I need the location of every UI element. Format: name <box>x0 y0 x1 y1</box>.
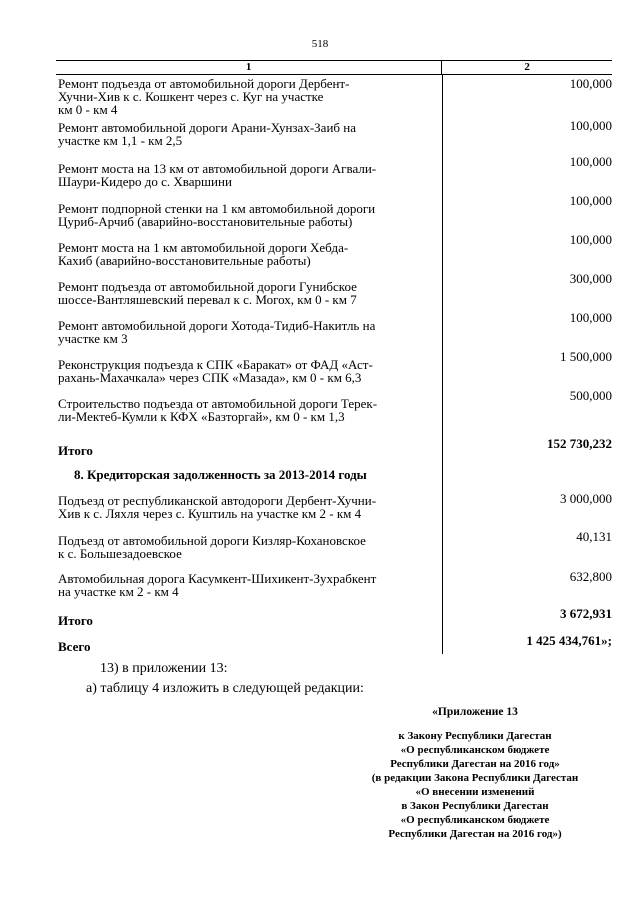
row-text-line: Подъезд от республиканской автодороги Дербент-Хучни- <box>58 493 377 508</box>
row-amount: 100,000 <box>569 154 612 169</box>
column-divider <box>442 75 443 654</box>
table-body <box>56 75 612 654</box>
row-amount: 100,000 <box>569 118 612 133</box>
row-description <box>58 280 442 306</box>
row-description <box>58 241 442 267</box>
total-amount: 152 730,232 <box>547 436 612 451</box>
annex-title: «Приложение 13 <box>432 706 518 718</box>
page-number: 518 <box>311 38 329 50</box>
annex-line: «О внесении изменений <box>415 786 535 798</box>
amendment-line-1: 13) в приложении 13: <box>100 661 228 676</box>
row-text-line: Реконструкция подъезда к СПК «Баракат» от ФАД «Аст- <box>58 357 373 372</box>
annex-line: Республики Дагестан на 2016 год») <box>388 828 562 840</box>
row-text-line: Хив к с. Ляхля через с. Куштиль на участке км 2 - км 4 <box>58 506 362 521</box>
annex-block <box>330 705 620 841</box>
annex-line: Республики Дагестан на 2016 год» <box>390 758 560 770</box>
row-text-line: участке км 1,1 - км 2,5 <box>58 133 183 148</box>
table-header <box>56 60 612 75</box>
row-text-line: Кахиб (аварийно-восстановительные работы) <box>58 253 311 268</box>
row-text-line: Ремонт моста на 13 км от автомобильной дороги Агвали- <box>58 161 377 176</box>
row-text-line: на участке км 2 - км 4 <box>58 584 179 599</box>
row-text-line: Ремонт подъезда от автомобильной дороги Дербент- <box>58 76 350 91</box>
row-amount: 3 000,000 <box>560 491 612 506</box>
row-text-line: Подъезд от автомобильной дороги Кизляр-Кохановское <box>58 533 366 548</box>
column-header-2: 2 <box>441 61 612 74</box>
row-amount: 100,000 <box>569 76 612 91</box>
row-description <box>58 534 442 560</box>
row-description <box>58 494 442 520</box>
row-amount: 300,000 <box>569 271 612 286</box>
annex-line: к Закону Республики Дагестан <box>398 730 552 742</box>
row-text-line: шоссе-Вантляшевский перевал к с. Могох, км 0 - км 7 <box>58 292 357 307</box>
grand-total-label: Всего <box>58 639 91 654</box>
row-text-line: Ремонт моста на 1 км автомобильной дороги Хебда- <box>58 240 349 255</box>
row-description <box>58 162 442 188</box>
row-amount: 1 500,000 <box>560 349 612 364</box>
row-amount: 500,000 <box>569 388 612 403</box>
row-amount: 100,000 <box>569 232 612 247</box>
row-description <box>58 397 442 423</box>
row-amount: 100,000 <box>569 310 612 325</box>
row-amount: 40,131 <box>576 529 612 544</box>
row-text-line: км 0 - км 4 <box>58 102 118 117</box>
column-header-1: 1 <box>245 61 252 73</box>
row-text-line: рахань-Махачкала» через СПК «Мазада», км 0 - км 6,3 <box>58 370 362 385</box>
row-text-line: Ремонт подъезда от автомобильной дороги Гунибское <box>58 279 357 294</box>
row-description <box>58 77 442 116</box>
row-description <box>58 572 442 598</box>
annex-line: (в редакции Закона Республики Дагестан <box>371 772 579 784</box>
row-text-line: ли-Мектеб-Кумли к КФХ «Базторгай», км 0 - км 1,3 <box>58 409 345 424</box>
row-description <box>58 202 442 228</box>
row-amount: 100,000 <box>569 193 612 208</box>
row-text-line: к с. Большезадоевское <box>58 546 182 561</box>
row-description <box>58 319 442 345</box>
total-amount: 3 672,931 <box>560 606 612 621</box>
row-text-line: Шаури-Кидеро до с. Хваршини <box>58 174 232 189</box>
row-text-line: Строительство подъезда от автомобильной дороги Терек- <box>58 396 378 411</box>
row-text-line: Хучни-Хив к с. Кошкент через с. Куг на участке <box>58 89 324 104</box>
grand-total-amount: 1 425 434,761»; <box>526 633 612 648</box>
row-text-line: участке км 3 <box>58 331 128 346</box>
row-text-line: Ремонт автомобильной дороги Хотода-Тидиб-Накитль на <box>58 318 376 333</box>
row-text-line: Цуриб-Арчиб (аварийно-восстановительные работы) <box>58 214 353 229</box>
budget-table <box>56 60 612 654</box>
total-label: Итого <box>58 443 93 458</box>
annex-line: в Закон Республики Дагестан <box>401 800 549 812</box>
row-description <box>58 358 442 384</box>
annex-line: «О республиканском бюджете <box>400 744 550 756</box>
total-label: Итого <box>58 613 93 628</box>
row-text-line: Ремонт автомобильной дороги Арани-Хунзах-Заиб на <box>58 120 356 135</box>
section-title: 8. Кредиторская задолженность за 2013-2014 годы <box>74 467 367 482</box>
annex-line: «О республиканском бюджете <box>400 814 550 826</box>
row-amount: 632,800 <box>569 569 612 584</box>
row-text-line: Автомобильная дорога Касумкент-Шихикент-Зухрабкент <box>58 571 377 586</box>
amendment-line-2: а) таблицу 4 изложить в следующей редакции: <box>86 681 364 696</box>
row-description <box>58 121 442 147</box>
row-text-line: Ремонт подпорной стенки на 1 км автомобильной дороги <box>58 201 376 216</box>
